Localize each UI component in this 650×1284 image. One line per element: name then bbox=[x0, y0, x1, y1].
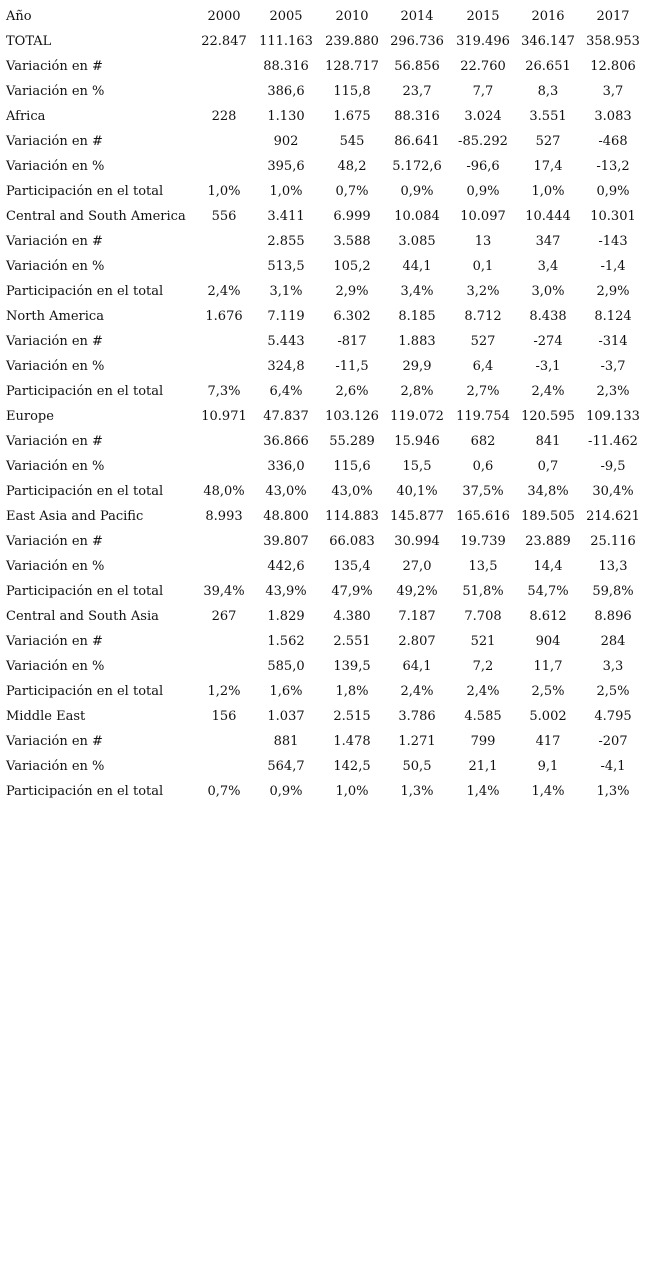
table-cell: 36.866 bbox=[263, 434, 309, 449]
table-row bbox=[6, 204, 646, 229]
table-cell: 8.896 bbox=[594, 609, 632, 624]
table-cell: 120.595 bbox=[521, 409, 575, 424]
table-cell: 13 bbox=[474, 234, 492, 249]
row-label: Variación en % bbox=[6, 159, 105, 174]
table-row bbox=[6, 104, 646, 129]
table-cell: 49,2% bbox=[396, 584, 438, 599]
table-cell: 1.130 bbox=[267, 109, 305, 124]
table-cell: 2.551 bbox=[333, 634, 371, 649]
table-cell: 521 bbox=[470, 634, 496, 649]
row-label: Variación en # bbox=[6, 634, 103, 649]
table-cell bbox=[196, 729, 252, 754]
table-row bbox=[6, 404, 646, 429]
table-cell: 48.800 bbox=[263, 509, 309, 524]
table-cell: 40,1% bbox=[396, 484, 438, 499]
table-cell: 2,4% bbox=[466, 684, 500, 699]
table-cell: 346.147 bbox=[521, 34, 575, 49]
table-cell bbox=[196, 629, 252, 654]
table-cell: 8.124 bbox=[594, 309, 632, 324]
table-cell: 15.946 bbox=[394, 434, 440, 449]
table-cell: 2.807 bbox=[398, 634, 436, 649]
row-label: Variación en # bbox=[6, 234, 103, 249]
table-cell: 23.889 bbox=[525, 534, 571, 549]
table-cell: 30.994 bbox=[394, 534, 440, 549]
table-cell: 6,4% bbox=[269, 384, 303, 399]
table-cell: 64,1 bbox=[402, 659, 432, 674]
table-cell: 27,0 bbox=[402, 559, 432, 574]
table-cell: 44,1 bbox=[402, 259, 432, 274]
table-row bbox=[6, 354, 646, 379]
table-cell bbox=[196, 554, 252, 579]
row-label: East Asia and Pacific bbox=[6, 509, 144, 524]
table-cell: 55.289 bbox=[329, 434, 375, 449]
table-cell bbox=[196, 654, 252, 679]
table-cell: 513,5 bbox=[267, 259, 305, 274]
table-cell: 228 bbox=[211, 109, 237, 124]
year-header: 2014 bbox=[400, 9, 434, 24]
table-cell bbox=[196, 354, 252, 379]
table-cell: 17,4 bbox=[533, 159, 563, 174]
row-label: Participación en el total bbox=[6, 784, 164, 799]
table-cell: 43,0% bbox=[331, 484, 373, 499]
table-cell: 296.736 bbox=[390, 34, 444, 49]
table-cell: 7,2 bbox=[472, 659, 494, 674]
table-cell: 114.883 bbox=[325, 509, 379, 524]
table-cell: 2,5% bbox=[596, 684, 630, 699]
table-cell: 105,2 bbox=[333, 259, 371, 274]
table-cell: 1.271 bbox=[398, 734, 436, 749]
table-cell: 545 bbox=[339, 134, 365, 149]
table-body bbox=[6, 4, 646, 804]
table-cell: 2,3% bbox=[596, 384, 630, 399]
table-cell: 239.880 bbox=[325, 34, 379, 49]
table-cell bbox=[196, 454, 252, 479]
table-cell bbox=[196, 754, 252, 779]
table-cell: 43,0% bbox=[265, 484, 307, 499]
table-cell: 34,8% bbox=[527, 484, 569, 499]
table-cell: 3,4% bbox=[400, 284, 434, 299]
table-cell: 10.097 bbox=[460, 209, 506, 224]
table-cell: 1.676 bbox=[205, 309, 243, 324]
table-cell: 324,8 bbox=[267, 359, 305, 374]
row-label: Participación en el total bbox=[6, 384, 164, 399]
table-row bbox=[6, 529, 646, 554]
table-cell: 0,7 bbox=[537, 459, 559, 474]
table-cell: -207 bbox=[598, 734, 628, 749]
table-cell: 10.971 bbox=[201, 409, 247, 424]
table-cell: 39.807 bbox=[263, 534, 309, 549]
table-cell: 904 bbox=[535, 634, 561, 649]
table-cell: 26.651 bbox=[525, 59, 571, 74]
row-label: Variación en % bbox=[6, 759, 105, 774]
table-cell: 0,9% bbox=[466, 184, 500, 199]
table-cell: 386,6 bbox=[267, 84, 305, 99]
table-cell: 3.083 bbox=[594, 109, 632, 124]
table-cell: 347 bbox=[535, 234, 561, 249]
table-cell: 8.712 bbox=[464, 309, 502, 324]
year-header: 2016 bbox=[531, 9, 565, 24]
table-cell: -4,1 bbox=[600, 759, 626, 774]
year-header: 2010 bbox=[335, 9, 369, 24]
row-label: Variación en % bbox=[6, 359, 105, 374]
table-cell: 1,4% bbox=[531, 784, 565, 799]
table-cell: 6.302 bbox=[333, 309, 371, 324]
table-row bbox=[6, 554, 646, 579]
table-cell: 527 bbox=[535, 134, 561, 149]
table-cell: 3.411 bbox=[267, 209, 305, 224]
table-cell: 0,7% bbox=[207, 784, 241, 799]
table-cell: 442,6 bbox=[267, 559, 305, 574]
table-cell: 3,0% bbox=[531, 284, 565, 299]
table-cell: 6,4 bbox=[472, 359, 494, 374]
table-cell: 48,2 bbox=[337, 159, 367, 174]
table-cell: 139,5 bbox=[333, 659, 371, 674]
table-cell: 189.505 bbox=[521, 509, 575, 524]
table-cell: 2,8% bbox=[400, 384, 434, 399]
table-cell bbox=[196, 79, 252, 104]
year-header: 2000 bbox=[207, 9, 241, 24]
table-cell: 4.380 bbox=[333, 609, 371, 624]
row-label: Variación en % bbox=[6, 259, 105, 274]
table-row bbox=[6, 604, 646, 629]
table-cell: 30,4% bbox=[592, 484, 634, 499]
table-cell: 799 bbox=[470, 734, 496, 749]
table-cell: 13,5 bbox=[468, 559, 498, 574]
table-cell: 8.185 bbox=[398, 309, 436, 324]
table-cell: 66.083 bbox=[329, 534, 375, 549]
table-cell: 527 bbox=[470, 334, 496, 349]
table-cell: 0,9% bbox=[269, 784, 303, 799]
table-cell: 37,5% bbox=[462, 484, 504, 499]
table-cell: 1,0% bbox=[335, 784, 369, 799]
table-cell: 1,0% bbox=[269, 184, 303, 199]
table-cell: 358.953 bbox=[586, 34, 640, 49]
table-cell: 1,3% bbox=[400, 784, 434, 799]
year-header: 2015 bbox=[466, 9, 500, 24]
table-cell: 841 bbox=[535, 434, 561, 449]
table-cell: 145.877 bbox=[390, 509, 444, 524]
table-row bbox=[6, 679, 646, 704]
table-cell: 3,4 bbox=[537, 259, 559, 274]
table-cell: 15,5 bbox=[402, 459, 432, 474]
table-cell: 902 bbox=[273, 134, 299, 149]
table-cell: 54,7% bbox=[527, 584, 569, 599]
table-cell: 21,1 bbox=[468, 759, 498, 774]
table-cell: 22.847 bbox=[201, 34, 247, 49]
row-label: Central and South Asia bbox=[6, 609, 159, 624]
table-cell: 23,7 bbox=[402, 84, 432, 99]
table-cell: -817 bbox=[337, 334, 367, 349]
table-cell: 682 bbox=[470, 434, 496, 449]
row-label: Variación en % bbox=[6, 84, 105, 99]
table-row bbox=[6, 279, 646, 304]
table-cell: 43,9% bbox=[265, 584, 307, 599]
table-cell: 10.084 bbox=[394, 209, 440, 224]
table-cell: 128.717 bbox=[325, 59, 379, 74]
table-cell: 1.883 bbox=[398, 334, 436, 349]
table-cell: 39,4% bbox=[203, 584, 245, 599]
table-cell: 4.585 bbox=[464, 709, 502, 724]
table-cell: 2,9% bbox=[596, 284, 630, 299]
row-label: Europe bbox=[6, 409, 54, 424]
table-cell: 135,4 bbox=[333, 559, 371, 574]
table-cell: 14,4 bbox=[533, 559, 563, 574]
table-cell: 2,7% bbox=[466, 384, 500, 399]
row-label: Participación en el total bbox=[6, 584, 164, 599]
row-label: Central and South America bbox=[6, 209, 186, 224]
table-cell: 51,8% bbox=[462, 584, 504, 599]
table-cell: 5.443 bbox=[267, 334, 305, 349]
table-row bbox=[6, 379, 646, 404]
row-label: Middle East bbox=[6, 709, 86, 724]
table-cell: 1,0% bbox=[207, 184, 241, 199]
row-label: Participación en el total bbox=[6, 284, 164, 299]
table-cell: -274 bbox=[533, 334, 563, 349]
table-cell: 0,6 bbox=[472, 459, 494, 474]
table-cell: 9,1 bbox=[537, 759, 559, 774]
table-cell bbox=[196, 154, 252, 179]
table-cell: 115,8 bbox=[333, 84, 371, 99]
table-cell: 336,0 bbox=[267, 459, 305, 474]
table-cell: 3,1% bbox=[269, 284, 303, 299]
table-row bbox=[6, 454, 646, 479]
row-label: Variación en % bbox=[6, 659, 105, 674]
table-row bbox=[6, 304, 646, 329]
table-cell: 556 bbox=[211, 209, 237, 224]
table-cell: -96,6 bbox=[466, 159, 500, 174]
table-cell: 395,6 bbox=[267, 159, 305, 174]
table-cell: 115,6 bbox=[333, 459, 371, 474]
table-cell: 119.754 bbox=[456, 409, 510, 424]
table-cell: 3.085 bbox=[398, 234, 436, 249]
table-cell bbox=[196, 129, 252, 154]
table-cell: 8.993 bbox=[205, 509, 243, 524]
table-cell: 3.551 bbox=[529, 109, 567, 124]
table-cell: 3.786 bbox=[398, 709, 436, 724]
table-cell: 319.496 bbox=[456, 34, 510, 49]
table-cell: 8.612 bbox=[529, 609, 567, 624]
table-cell: 2.515 bbox=[333, 709, 371, 724]
table-cell: 59,8% bbox=[592, 584, 634, 599]
table-cell: 2,6% bbox=[335, 384, 369, 399]
table-cell: -9,5 bbox=[600, 459, 626, 474]
table-cell: 12.806 bbox=[590, 59, 636, 74]
table-cell: 7.187 bbox=[398, 609, 436, 624]
table-row bbox=[6, 129, 646, 154]
table-row bbox=[6, 729, 646, 754]
table-cell: 156 bbox=[211, 709, 237, 724]
table-row bbox=[6, 754, 646, 779]
table-cell: -85.292 bbox=[458, 134, 508, 149]
table-cell: 109.133 bbox=[586, 409, 640, 424]
table-row bbox=[6, 79, 646, 104]
table-cell: 1,4% bbox=[466, 784, 500, 799]
header-label: Año bbox=[6, 9, 32, 24]
table-cell: 56.856 bbox=[394, 59, 440, 74]
table-cell: -468 bbox=[598, 134, 628, 149]
table-cell: 47.837 bbox=[263, 409, 309, 424]
year-header: 2005 bbox=[269, 9, 303, 24]
table-cell: 10.301 bbox=[590, 209, 636, 224]
table-cell: 25.116 bbox=[590, 534, 636, 549]
table-cell: 1,0% bbox=[531, 184, 565, 199]
table-cell: 22.760 bbox=[460, 59, 506, 74]
table-cell: 267 bbox=[211, 609, 237, 624]
table-cell: 19.739 bbox=[460, 534, 506, 549]
table-row bbox=[6, 154, 646, 179]
row-label: Variación en # bbox=[6, 534, 103, 549]
table-cell: -11.462 bbox=[588, 434, 638, 449]
table-cell: 3.588 bbox=[333, 234, 371, 249]
table-row bbox=[6, 629, 646, 654]
table-row bbox=[6, 579, 646, 604]
table-cell: 0,7% bbox=[335, 184, 369, 199]
table-cell: -143 bbox=[598, 234, 628, 249]
table-cell: 7.119 bbox=[267, 309, 305, 324]
table-cell: 142,5 bbox=[333, 759, 371, 774]
row-label: Participación en el total bbox=[6, 184, 164, 199]
table-cell: 4.795 bbox=[594, 709, 632, 724]
table-cell: 1,6% bbox=[269, 684, 303, 699]
table-cell: 1.829 bbox=[267, 609, 305, 624]
table-cell: -314 bbox=[598, 334, 628, 349]
table-cell bbox=[196, 429, 252, 454]
header-row bbox=[6, 4, 646, 29]
table-cell: 2,4% bbox=[531, 384, 565, 399]
table-row bbox=[6, 254, 646, 279]
table-cell: -13,2 bbox=[596, 159, 630, 174]
table-cell: 8.438 bbox=[529, 309, 567, 324]
table-cell: 284 bbox=[600, 634, 626, 649]
table-cell: 86.641 bbox=[394, 134, 440, 149]
row-label: Participación en el total bbox=[6, 484, 164, 499]
table-cell: 48,0% bbox=[203, 484, 245, 499]
table-cell: 103.126 bbox=[325, 409, 379, 424]
table-cell: 3,7 bbox=[602, 84, 624, 99]
row-label: Variación en # bbox=[6, 334, 103, 349]
table-cell bbox=[196, 54, 252, 79]
table-cell: -11,5 bbox=[335, 359, 369, 374]
table-cell: 111.163 bbox=[259, 34, 313, 49]
year-header: 2017 bbox=[596, 9, 630, 24]
table-cell: 0,9% bbox=[596, 184, 630, 199]
row-label: North America bbox=[6, 309, 104, 324]
row-label: Variación en # bbox=[6, 434, 103, 449]
table-cell: 0,9% bbox=[400, 184, 434, 199]
table-row bbox=[6, 54, 646, 79]
row-label: Variación en % bbox=[6, 559, 105, 574]
table-cell: 1,2% bbox=[207, 684, 241, 699]
table-cell: 1,8% bbox=[335, 684, 369, 699]
table-cell: 881 bbox=[273, 734, 299, 749]
table-cell bbox=[196, 329, 252, 354]
table-cell: 29,9 bbox=[402, 359, 432, 374]
table-cell: 47,9% bbox=[331, 584, 373, 599]
table-row bbox=[6, 429, 646, 454]
row-label: Participación en el total bbox=[6, 684, 164, 699]
table-row bbox=[6, 504, 646, 529]
data-table bbox=[6, 4, 646, 804]
table-cell: 7.708 bbox=[464, 609, 502, 624]
table-cell: -3,7 bbox=[600, 359, 626, 374]
table-cell: 50,5 bbox=[402, 759, 432, 774]
table-cell: 3.024 bbox=[464, 109, 502, 124]
row-label: TOTAL bbox=[6, 34, 52, 49]
table-cell: 2.855 bbox=[267, 234, 305, 249]
table-cell: 2,4% bbox=[207, 284, 241, 299]
table-cell: 7,7 bbox=[472, 84, 494, 99]
table-cell: 585,0 bbox=[267, 659, 305, 674]
table-cell: 11,7 bbox=[533, 659, 563, 674]
table-cell: 1,3% bbox=[596, 784, 630, 799]
table-row bbox=[6, 479, 646, 504]
table-cell: 2,9% bbox=[335, 284, 369, 299]
table-cell: 165.616 bbox=[456, 509, 510, 524]
table-cell: 6.999 bbox=[333, 209, 371, 224]
table-cell: -1,4 bbox=[600, 259, 626, 274]
table-row bbox=[6, 29, 646, 54]
table-cell: 5.002 bbox=[529, 709, 567, 724]
table-cell: 1.562 bbox=[267, 634, 305, 649]
table-cell: 119.072 bbox=[390, 409, 444, 424]
table-cell: 1.675 bbox=[333, 109, 371, 124]
table-cell: 417 bbox=[535, 734, 561, 749]
table-cell: 10.444 bbox=[525, 209, 571, 224]
table-cell: 88.316 bbox=[263, 59, 309, 74]
table-cell: 5.172,6 bbox=[392, 159, 442, 174]
table-cell: 7,3% bbox=[207, 384, 241, 399]
table-cell: 2,4% bbox=[400, 684, 434, 699]
table-row bbox=[6, 179, 646, 204]
table-cell: 564,7 bbox=[267, 759, 305, 774]
table-cell: 13,3 bbox=[598, 559, 628, 574]
table-cell: 3,3 bbox=[602, 659, 624, 674]
row-label: Variación en # bbox=[6, 734, 103, 749]
table-cell: 214.621 bbox=[586, 509, 640, 524]
row-label: Variación en # bbox=[6, 59, 103, 74]
table-cell bbox=[196, 229, 252, 254]
table-row bbox=[6, 329, 646, 354]
row-label: Africa bbox=[6, 109, 46, 124]
table-row bbox=[6, 704, 646, 729]
table-row bbox=[6, 654, 646, 679]
table-cell: -3,1 bbox=[535, 359, 561, 374]
table-cell: 88.316 bbox=[394, 109, 440, 124]
table-cell: 0,1 bbox=[472, 259, 494, 274]
table-row bbox=[6, 229, 646, 254]
table-cell bbox=[196, 529, 252, 554]
table-cell bbox=[196, 254, 252, 279]
table-row bbox=[6, 779, 646, 804]
row-label: Variación en % bbox=[6, 459, 105, 474]
row-label: Variación en # bbox=[6, 134, 103, 149]
table-cell: 8,3 bbox=[537, 84, 559, 99]
table-cell: 3,2% bbox=[466, 284, 500, 299]
table-cell: 1.037 bbox=[267, 709, 305, 724]
table-cell: 2,5% bbox=[531, 684, 565, 699]
table-cell: 1.478 bbox=[333, 734, 371, 749]
